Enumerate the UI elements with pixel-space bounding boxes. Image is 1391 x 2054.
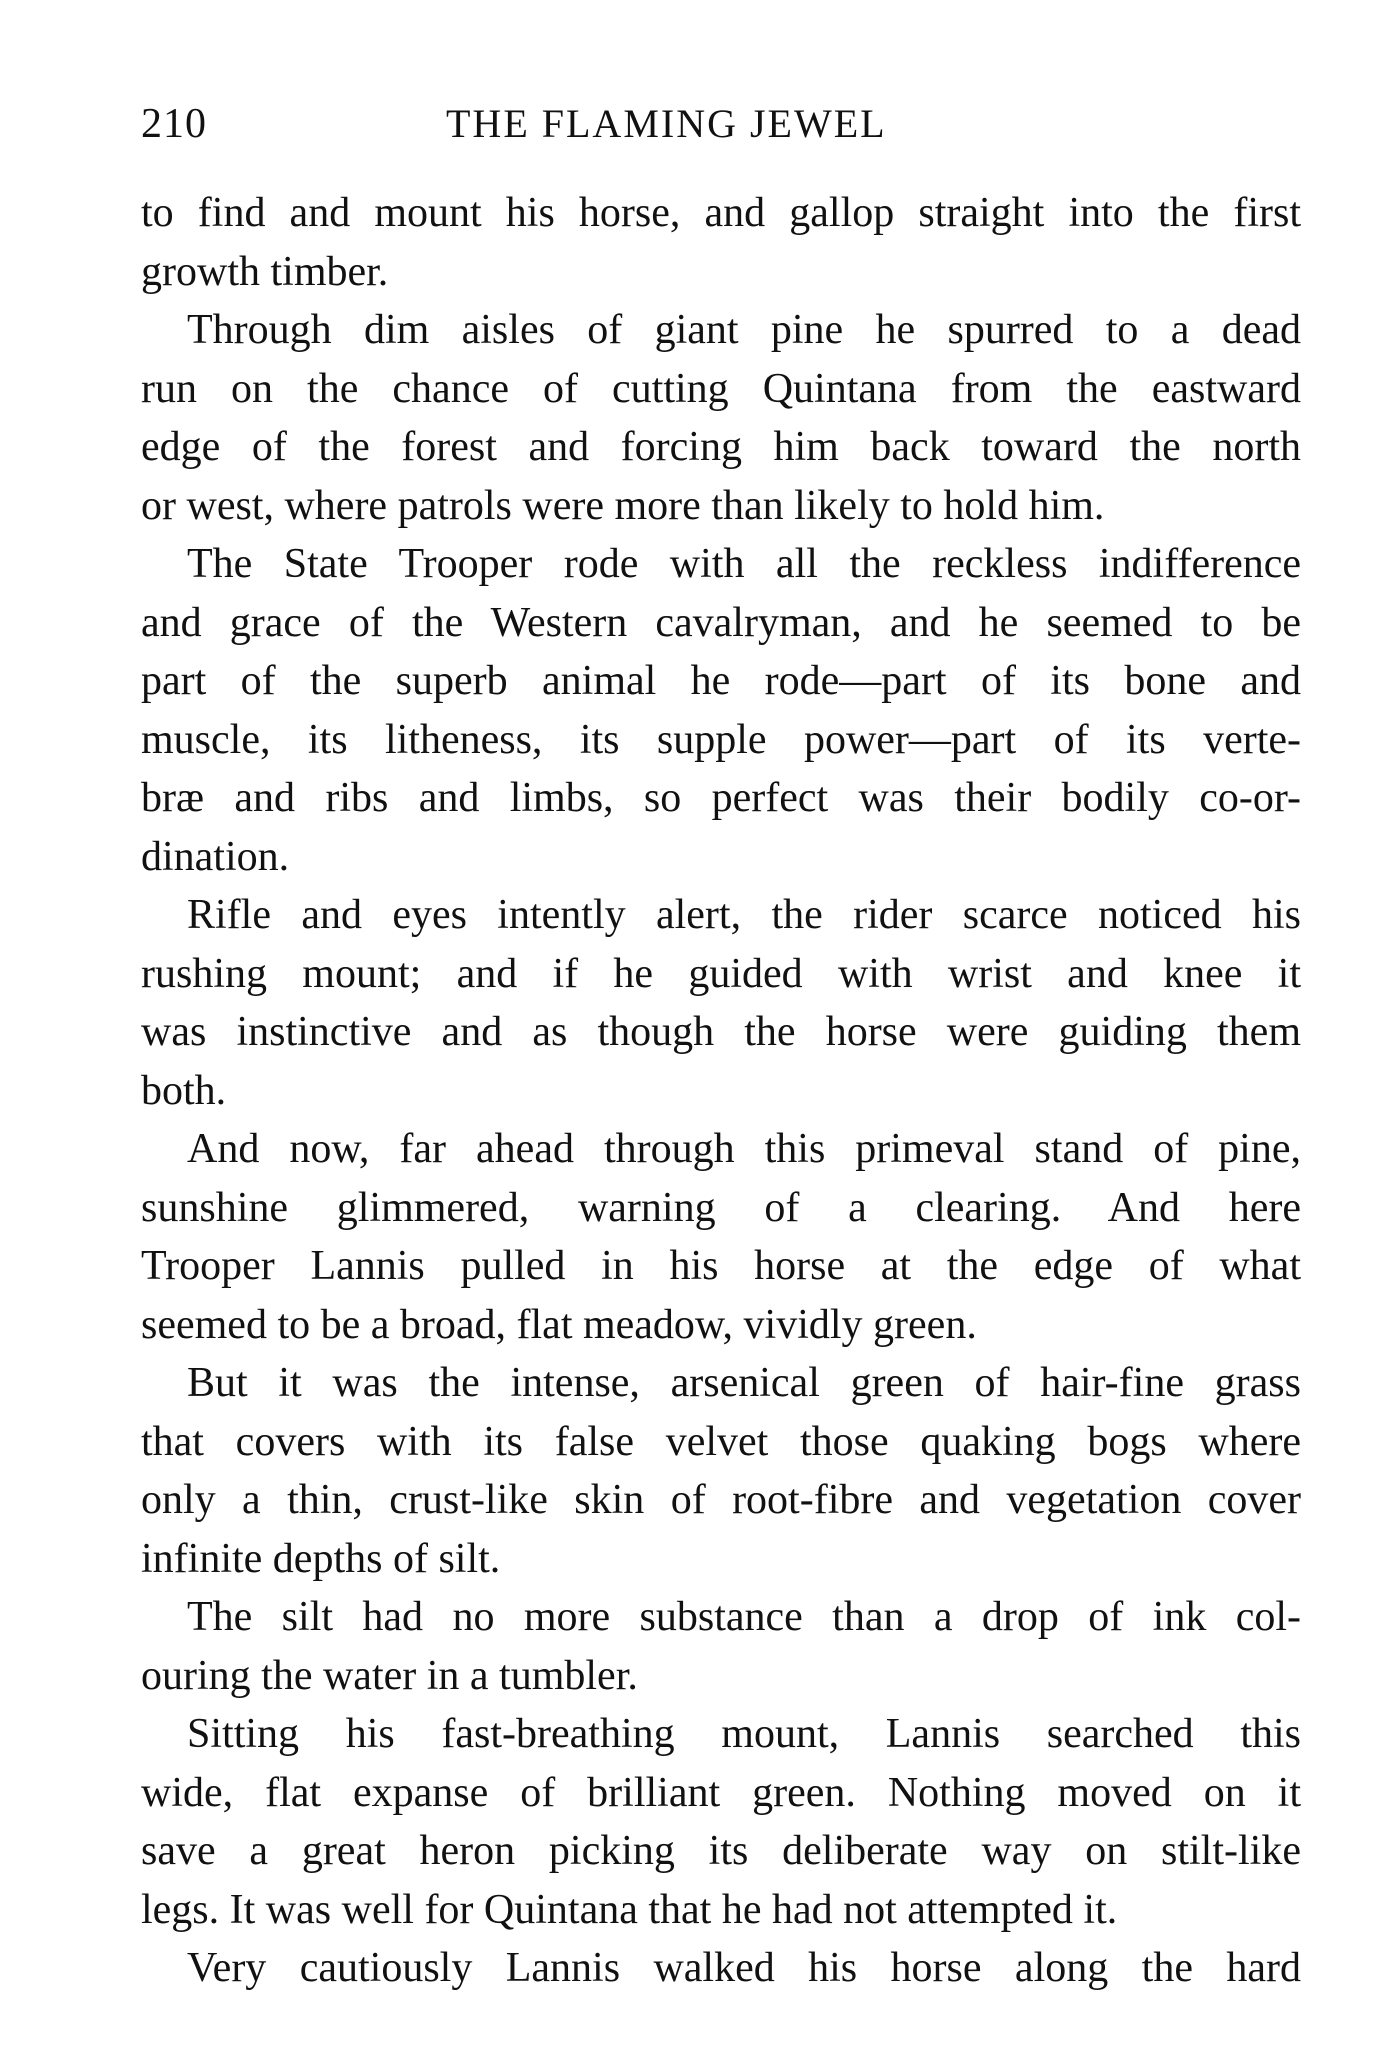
text-line: muscle, its litheness, its supple power—part of its verte-: [141, 716, 1301, 763]
text-line: that covers with its false velvet those quaking bogs where: [141, 1418, 1301, 1465]
body-text: [141, 184, 1301, 1998]
text-line: save a great heron picking its deliberate way on stilt-like: [141, 1828, 1301, 1874]
text-line: only a thin, crust-like skin of root-fibre and vegetation cover: [141, 1477, 1301, 1523]
text-line: wide, flat expanse of brilliant green. Nothing moved on it: [141, 1769, 1301, 1816]
text-line: or west, where patrols were more than likely to hold him.: [141, 482, 1105, 529]
page-number: 210: [141, 101, 207, 147]
text-line: edge of the forest and forcing him back toward the north: [141, 424, 1301, 470]
page-header: [141, 100, 1301, 160]
text-line: sunshine glimmered, warning of a clearing. And here: [141, 1184, 1301, 1231]
text-line: rushing mount; and if he guided with wrist and knee it: [141, 950, 1301, 997]
text-line: bræ and ribs and limbs, so perfect was their bodily co-or-: [141, 775, 1301, 821]
text-line: Through dim aisles of giant pine he spurred to a dead: [187, 307, 1301, 353]
text-line: legs. It was well for Quintana that he had not attempted it.: [141, 1886, 1118, 1933]
text-line: to find and mount his horse, and gallop straight into the first: [141, 190, 1301, 236]
text-line: both.: [141, 1067, 227, 1114]
text-line: was instinctive and as though the horse were guiding them: [141, 1009, 1301, 1055]
running-title: THE FLAMING JEWEL: [446, 101, 887, 146]
text-line: Rifle and eyes intently alert, the rider scarce noticed his: [187, 892, 1301, 938]
text-line: dination.: [141, 833, 290, 880]
text-line: run on the chance of cutting Quintana from the eastward: [141, 365, 1301, 412]
text-line: Very cautiously Lannis walked his horse along the hard: [187, 1945, 1301, 1991]
text-line: Trooper Lannis pulled in his horse at the edge of what: [141, 1243, 1301, 1289]
text-line: The silt had no more substance than a drop of ink col-: [187, 1594, 1301, 1640]
text-line: Sitting his fast-breathing mount, Lannis searched this: [187, 1711, 1301, 1757]
text-line: But it was the intense, arsenical green of hair-fine grass: [187, 1360, 1301, 1406]
text-line: growth timber.: [141, 248, 389, 295]
text-line: And now, far ahead through this primeval stand of pine,: [187, 1126, 1301, 1172]
text-line: ouring the water in a tumbler.: [141, 1652, 638, 1699]
text-line: and grace of the Western cavalryman, and he seemed to be: [141, 599, 1301, 646]
text-line: infinite depths of silt.: [141, 1535, 501, 1582]
text-line: part of the superb animal he rode—part of its bone and: [141, 658, 1301, 704]
text-line: The State Trooper rode with all the reckless indifference: [187, 541, 1301, 587]
text-line: seemed to be a broad, flat meadow, vividly green.: [141, 1301, 977, 1348]
